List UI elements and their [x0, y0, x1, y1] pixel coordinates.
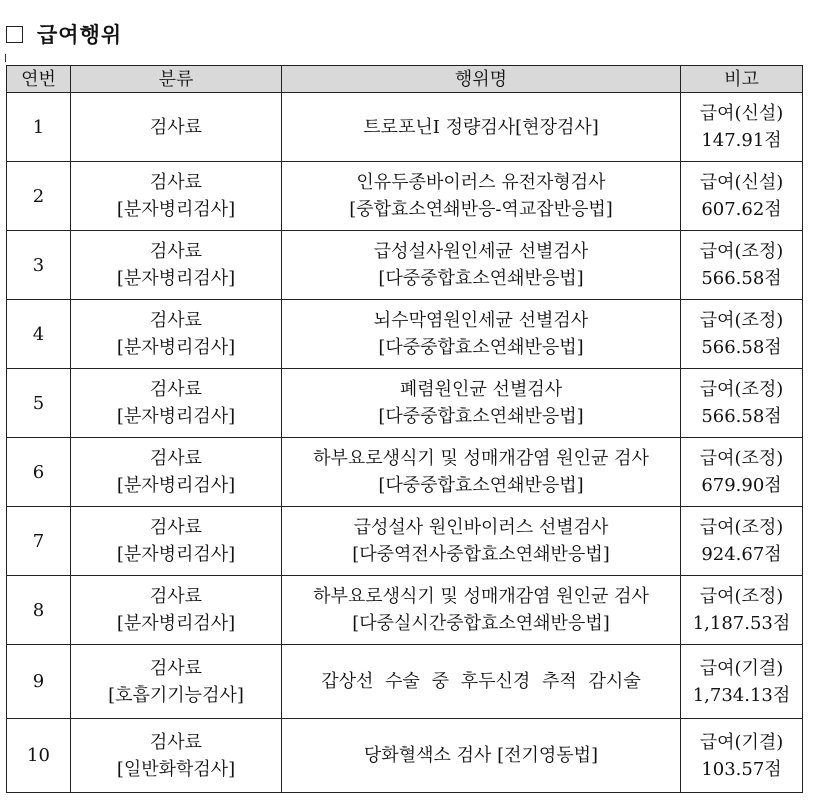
table-header-row: [7, 66, 803, 93]
category-subline: [분자병리검사]: [116, 406, 236, 427]
note-status: 급여(조정): [699, 241, 784, 262]
name-line: 당화혈색소 검사 [전기영동법]: [363, 745, 599, 766]
table-row: [7, 162, 803, 231]
cell-name: [282, 507, 681, 576]
name-line: 폐렴원인균 선별검사: [399, 379, 563, 400]
cell-no: 6: [7, 438, 71, 507]
cell-category: [71, 162, 282, 231]
category-line: 검사료: [149, 116, 203, 138]
category-subline: [분자병리검사]: [116, 475, 236, 496]
note-status: 급여(기결): [699, 657, 784, 679]
name-line: 인유두종바이러스 유전자형검사: [356, 172, 606, 193]
name-line: 갑상선 수술 중 후두신경 추적 감시술: [321, 671, 641, 692]
cell-note: [681, 300, 803, 369]
header-no: 연번: [7, 66, 71, 93]
table-row: [7, 93, 803, 162]
cell-no: 4: [7, 300, 71, 369]
name-subline: [다중중합효소연쇄반응법]: [378, 406, 584, 427]
cell-note: [681, 231, 803, 300]
category-line: 검사료: [149, 172, 203, 193]
table-row: [7, 369, 803, 438]
table-row: [7, 438, 803, 507]
cell-category: [71, 300, 282, 369]
cell-note: [681, 93, 803, 162]
cell-name: [282, 93, 681, 162]
category-line: 검사료: [149, 586, 203, 607]
note-points: 147.91점: [701, 130, 782, 151]
name-line: 트로포닌I 정량검사[현장검사]: [363, 116, 599, 138]
cell-note: [681, 162, 803, 231]
table-row: [7, 300, 803, 369]
note-status: 급여(신설): [699, 172, 784, 193]
cell-category: [71, 576, 282, 645]
table-row: [7, 719, 803, 793]
name-line: 하부요로생식기 및 성매개감염 원인균 검사: [313, 448, 649, 469]
text-cursor-mark: [5, 54, 6, 62]
header-category: 분류: [71, 66, 282, 93]
cell-category: [71, 438, 282, 507]
category-line: 검사료: [149, 517, 203, 538]
cell-category: [71, 231, 282, 300]
cell-name: [282, 231, 681, 300]
cell-note: [681, 576, 803, 645]
name-subline: [다중중합효소연쇄반응법]: [378, 475, 584, 496]
table-row: [7, 507, 803, 576]
note-status: 급여(조정): [699, 310, 784, 331]
cell-category: [71, 93, 282, 162]
cell-no: 7: [7, 507, 71, 576]
cell-no: 9: [7, 645, 71, 719]
note-status: 급여(조정): [699, 517, 784, 538]
note-points: 607.62점: [701, 199, 782, 220]
note-points: 1,187.53점: [692, 613, 791, 634]
category-subline: [분자병리검사]: [116, 544, 236, 565]
note-status: 급여(신설): [699, 103, 784, 124]
note-status: 급여(조정): [699, 448, 784, 469]
cell-note: [681, 438, 803, 507]
cell-category: [71, 645, 282, 719]
category-subline: [분자병리검사]: [116, 613, 236, 634]
benefit-table: [6, 65, 803, 793]
note-points: 1,734.13점: [692, 684, 791, 706]
name-line: 뇌수막염원인세균 선별검사: [373, 310, 589, 331]
cell-name: [282, 719, 681, 793]
name-subline: [다중실시간중합효소연쇄반응법]: [352, 613, 610, 634]
category-line: 검사료: [149, 310, 203, 331]
note-points: 566.58점: [701, 337, 782, 358]
note-points: 103.57점: [701, 758, 782, 780]
category-line: 검사료: [149, 241, 203, 262]
category-line: 검사료: [149, 448, 203, 469]
category-subline: [분자병리검사]: [116, 337, 236, 358]
cell-note: [681, 645, 803, 719]
category-subline: [분자병리검사]: [116, 199, 236, 220]
category-subline: [일반화학검사]: [116, 758, 236, 780]
cell-no: 2: [7, 162, 71, 231]
category-subline: [호흡기기능검사]: [108, 684, 244, 706]
name-subline: [다중역전사중합효소연쇄반응법]: [352, 544, 610, 565]
table-row: [7, 645, 803, 719]
table-row: [7, 231, 803, 300]
cell-name: [282, 645, 681, 719]
cell-category: [71, 719, 282, 793]
cell-no: 5: [7, 369, 71, 438]
cell-name: [282, 438, 681, 507]
note-points: 566.58점: [701, 268, 782, 289]
note-status: 급여(조정): [699, 379, 784, 400]
cell-name: [282, 162, 681, 231]
cell-note: [681, 719, 803, 793]
name-subline: [중합효소연쇄반응-역교잡반응법]: [349, 199, 613, 220]
category-line: 검사료: [149, 379, 203, 400]
cell-category: [71, 369, 282, 438]
category-line: 검사료: [149, 657, 203, 679]
table-row: [7, 576, 803, 645]
header-name: 행위명: [282, 66, 681, 93]
name-line: 급성설사원인세균 선별검사: [373, 241, 589, 262]
cell-name: [282, 576, 681, 645]
cell-no: 3: [7, 231, 71, 300]
cell-name: [282, 369, 681, 438]
category-line: 검사료: [149, 731, 203, 753]
section-title-text: 급여행위: [37, 23, 123, 47]
cell-note: [681, 507, 803, 576]
checkbox-square-icon: [6, 26, 23, 43]
cell-note: [681, 369, 803, 438]
name-line: 급성설사 원인바이러스 선별검사: [353, 517, 609, 538]
header-note: 비고: [681, 66, 803, 93]
name-subline: [다중중합효소연쇄반응법]: [378, 337, 584, 358]
note-points: 566.58점: [701, 406, 782, 427]
name-line: 하부요로생식기 및 성매개감염 원인균 검사: [313, 586, 649, 607]
note-status: 급여(기결): [699, 731, 784, 753]
category-subline: [분자병리검사]: [116, 268, 236, 289]
cell-no: 8: [7, 576, 71, 645]
cell-category: [71, 507, 282, 576]
cell-no: 1: [7, 93, 71, 162]
note-points: 924.67점: [701, 544, 782, 565]
note-points: 679.90점: [701, 475, 782, 496]
cell-name: [282, 300, 681, 369]
section-title: [6, 18, 122, 50]
note-status: 급여(조정): [699, 586, 784, 607]
cell-no: 10: [7, 719, 71, 793]
name-subline: [다중중합효소연쇄반응법]: [378, 268, 584, 289]
